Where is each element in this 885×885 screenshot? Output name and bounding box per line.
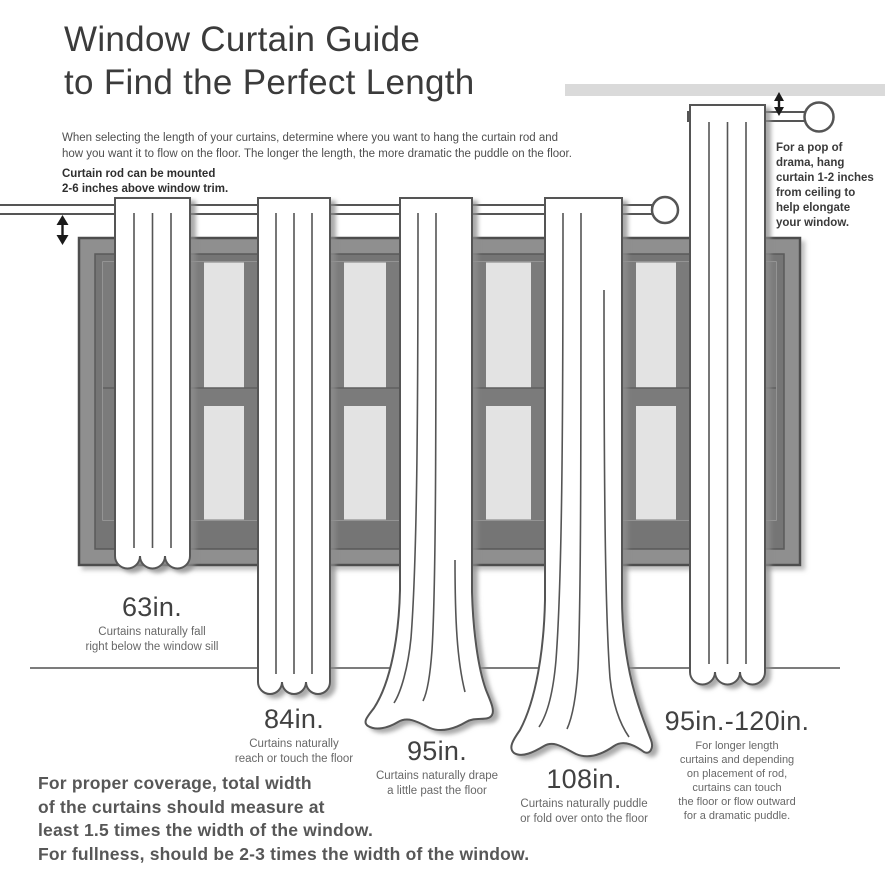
curtain-size: 108in.	[546, 764, 622, 794]
arrow-updown-left-icon	[57, 215, 69, 245]
curtain-63in	[115, 198, 190, 569]
ceiling-bar	[565, 84, 885, 96]
title-line-2: to Find the Perfect Length	[64, 63, 475, 102]
rod-mount-note: Curtain rod can be mounted 2-6 inches above window trim.	[62, 168, 229, 195]
page-title	[64, 18, 475, 104]
curtain-desc: Curtains naturally fall right below the window sill	[85, 626, 219, 653]
curtain-size: 95in.	[406, 736, 468, 766]
label-95-120in	[642, 706, 832, 823]
curtain-desc: For longer length curtains and depending on placement of rod, curtains can touch the floor or flow outward for a dramatic puddle.	[678, 740, 796, 822]
label-63in	[42, 592, 262, 654]
intro-text: When selecting the length of your curtains, determine where you want to hang the curtain rod and how you want it to flow on the floor. The longer the length, the more dramatic the puddle on the floor.	[62, 132, 572, 160]
curtain-desc: Curtains naturally reach or touch the floor	[234, 738, 354, 765]
curtain-size: 63in.	[121, 592, 183, 622]
curtain-size: 95in.-120in.	[664, 706, 810, 736]
curtain-84in	[258, 198, 330, 694]
rod-finial-left	[652, 197, 678, 223]
curtain-size: 84in.	[263, 704, 325, 734]
ceiling-hang-note: For a pop of drama, hang curtain 1-2 inches from ceiling to help elongate your window.	[776, 142, 874, 229]
rod-finial-right	[805, 103, 834, 132]
curtain-desc: Curtains naturally drape a little past the floor	[375, 770, 499, 797]
coverage-note: For proper coverage, total width of the curtains should measure at least 1.5 times the width of the window. For fullness, should be 2-3 times the width of the window.	[38, 773, 530, 864]
curtain-desc: Curtains naturally puddle or fold over onto the floor	[520, 798, 648, 825]
curtain-95-120in	[690, 105, 765, 685]
title-line-1: Window Curtain Guide	[64, 20, 421, 59]
